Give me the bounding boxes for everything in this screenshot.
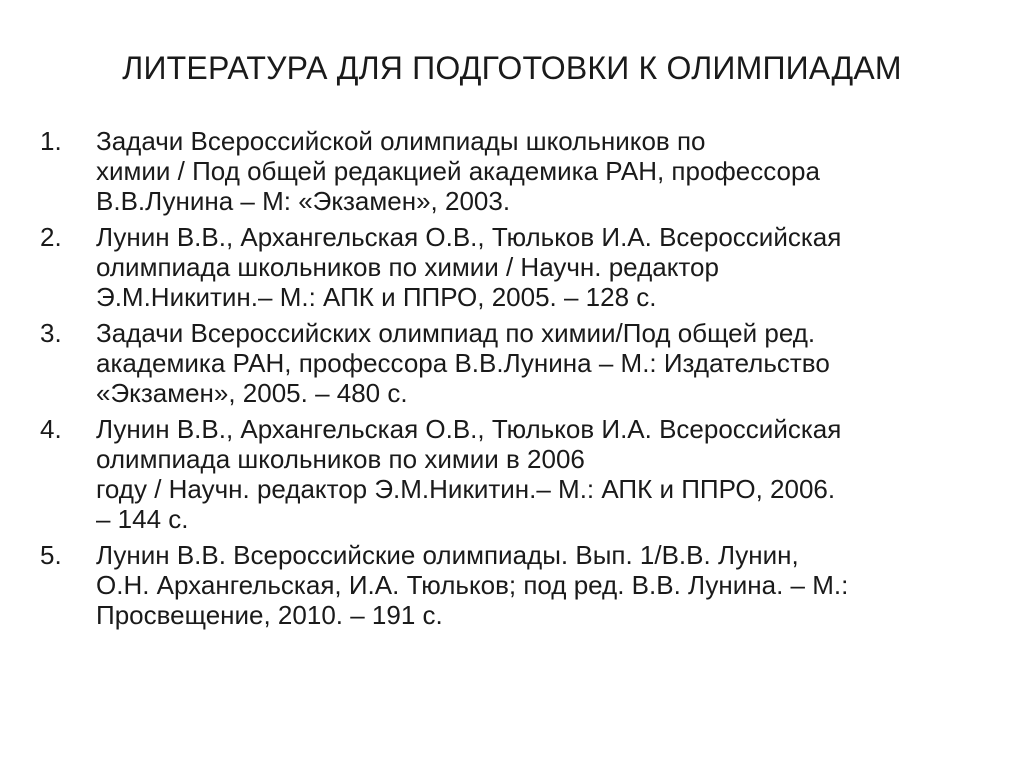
reference-number: 2. — [40, 222, 62, 252]
reference-text-line: академика РАН, профессора В.В.Лунина – М.: Издательство — [96, 348, 830, 378]
reference-item — [40, 540, 1000, 630]
reference-text-line: химии / Под общей редакцией академика РАН, профессора — [96, 156, 820, 186]
reference-text-line: Э.М.Никитин.– М.: АПК и ППРО, 2005. – 128 с. — [96, 282, 657, 312]
reference-text-line: В.В.Лунина – М: «Экзамен», 2003. — [96, 186, 511, 216]
reference-text-line: Задачи Всероссийских олимпиад по химии/Под общей ред. — [96, 318, 816, 348]
reference-text-line: Лунин В.В., Архангельская О.В., Тюльков И.А. Всероссийская — [96, 414, 842, 444]
reference-text-line: Задачи Всероссийской олимпиады школьников по — [96, 126, 706, 156]
reference-number: 5. — [40, 540, 62, 570]
reference-text-line: Просвещение, 2010. – 191 с. — [96, 600, 443, 630]
reference-text-line: году / Научн. редактор Э.М.Никитин.– М.: АПК и ППРО, 2006. — [96, 474, 836, 504]
reference-item — [40, 318, 1000, 408]
reference-item — [40, 414, 1000, 534]
reference-number: 4. — [40, 414, 62, 444]
reference-text-line: олимпиада школьников по химии в 2006 — [96, 444, 585, 474]
reference-text-line: Лунин В.В., Архангельская О.В., Тюльков И.А. Всероссийская — [96, 222, 842, 252]
reference-item — [40, 126, 1000, 216]
slide-title: ЛИТЕРАТУРА ДЛЯ ПОДГОТОВКИ К ОЛИМПИАДАМ — [122, 50, 902, 86]
reference-text-line: – 144 с. — [96, 504, 189, 534]
reference-number: 1. — [40, 126, 62, 156]
reference-text-line: Лунин В.В. Всероссийские олимпиады. Вып. 1/В.В. Лунин, — [96, 540, 799, 570]
reference-number: 3. — [40, 318, 62, 348]
reference-text-line: олимпиада школьников по химии / Научн. редактор — [96, 252, 719, 282]
reference-text-line: О.Н. Архангельская, И.А. Тюльков; под ред. В.В. Лунина. – М.: — [96, 570, 849, 600]
reference-item — [40, 222, 1000, 312]
reference-text-line: «Экзамен», 2005. – 480 с. — [96, 378, 408, 408]
reference-list — [40, 126, 1000, 636]
